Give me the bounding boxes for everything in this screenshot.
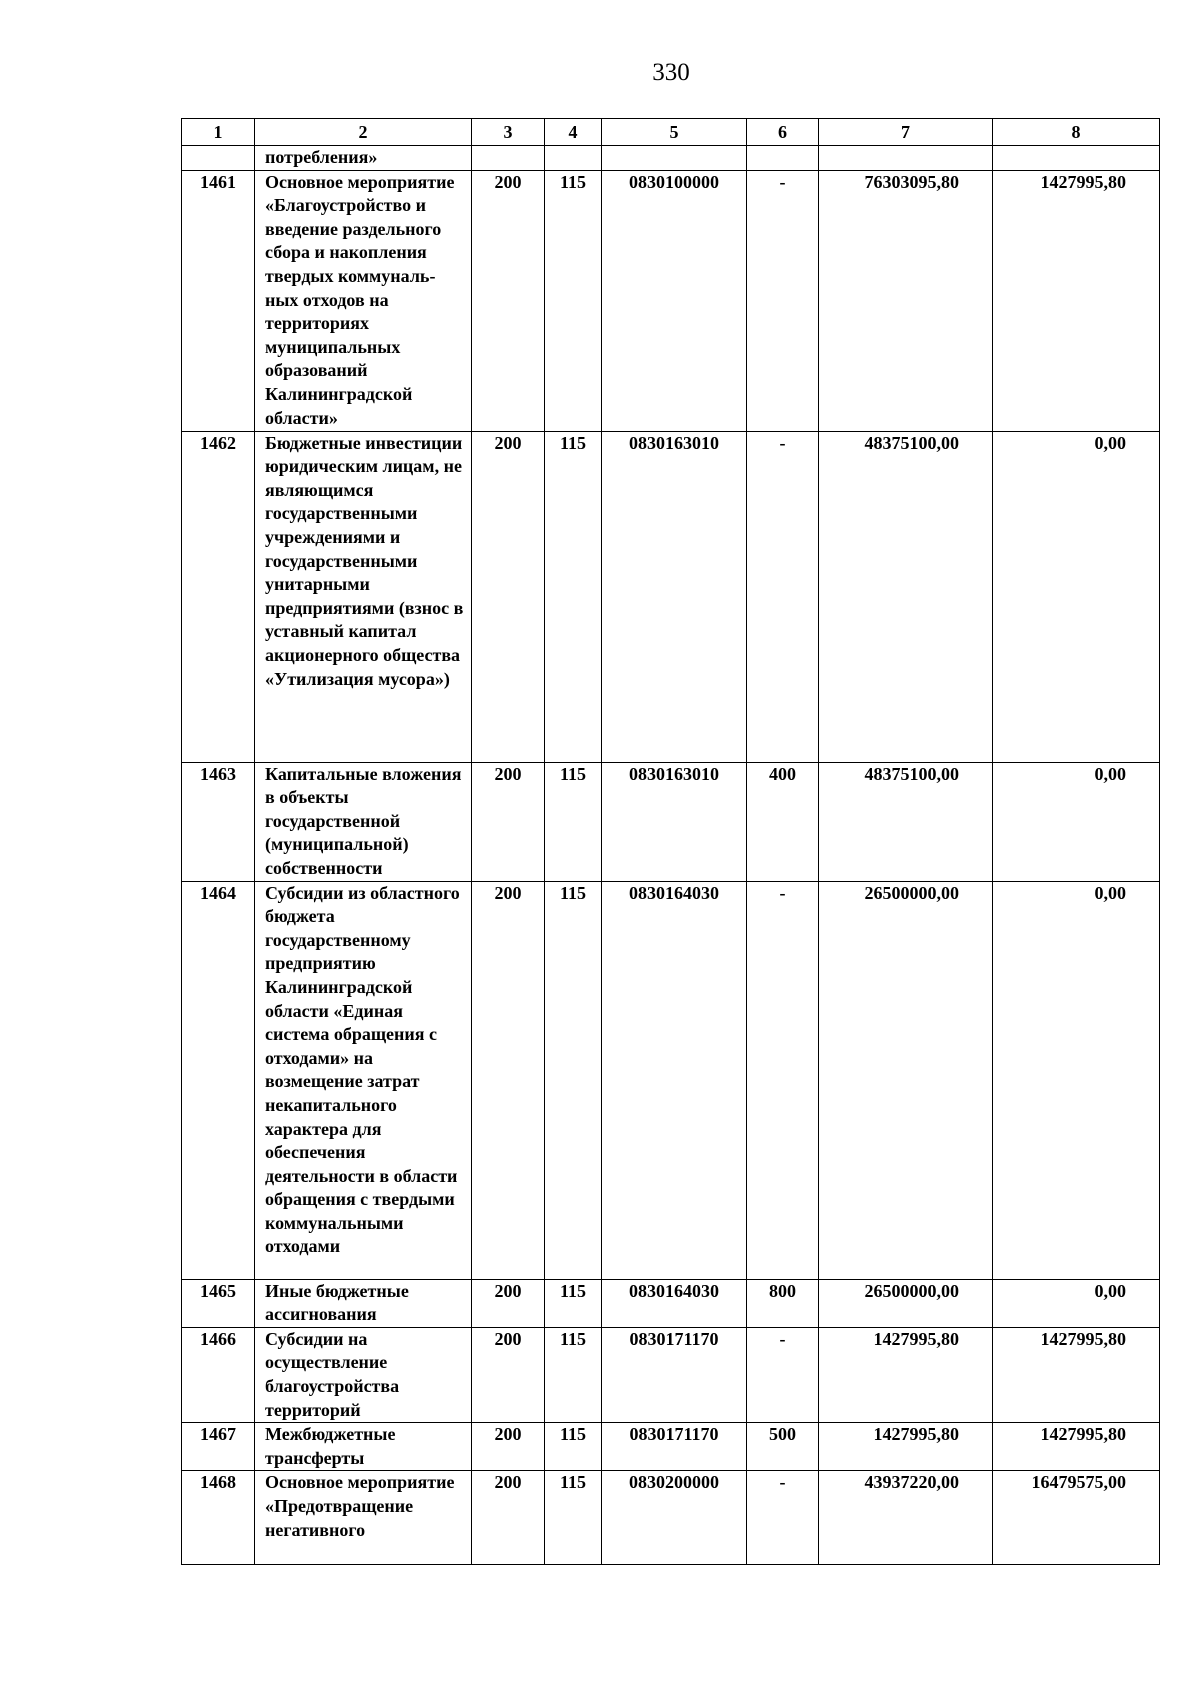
ministry-code: 200 [472, 170, 545, 431]
section-code: 115 [545, 762, 602, 881]
table-row [182, 170, 1160, 431]
column-number: 7 [819, 119, 993, 146]
row-number: 1465 [182, 1279, 255, 1327]
expense-type: - [747, 170, 819, 431]
column-number: 2 [255, 119, 472, 146]
table-row [182, 1423, 1160, 1471]
section-code: 115 [545, 431, 602, 762]
ministry-code: 200 [472, 431, 545, 762]
continuation-row [182, 146, 1160, 171]
empty-cell [747, 146, 819, 171]
amount-second: 0,00 [993, 881, 1160, 1279]
table-row [182, 881, 1160, 1279]
table-row [182, 762, 1160, 881]
table-row [182, 431, 1160, 762]
amount-total: 1427995,80 [819, 1423, 993, 1471]
amount-second: 0,00 [993, 762, 1160, 881]
row-name: Субсидии из областного бюджета государственному предприятию Калининградской области «Единая система обращения с отходами» на возмещение затрат некапитального характера для обеспечения деятельности в области обращения с твердыми коммунальными отходами [255, 881, 472, 1279]
target-code: 0830100000 [602, 170, 747, 431]
empty-cell [819, 146, 993, 171]
row-name: Основное мероприятие «Благоустройство и введение раздельного сбора и накопления твердых коммуналь-ных отходов на территориях муниципальных образований Калининградской области» [255, 170, 472, 431]
expense-type: 500 [747, 1423, 819, 1471]
row-name: Капитальные вложения в объекты государственной (муниципальной) собственности [255, 762, 472, 881]
target-code: 0830163010 [602, 431, 747, 762]
row-number: 1463 [182, 762, 255, 881]
ministry-code: 200 [472, 881, 545, 1279]
table-row [182, 1279, 1160, 1327]
expense-type: - [747, 881, 819, 1279]
column-number: 8 [993, 119, 1160, 146]
column-number: 4 [545, 119, 602, 146]
target-code: 0830164030 [602, 1279, 747, 1327]
target-code: 0830171170 [602, 1423, 747, 1471]
column-number: 6 [747, 119, 819, 146]
row-number-cell [182, 146, 255, 171]
ministry-code: 200 [472, 762, 545, 881]
section-code: 115 [545, 1279, 602, 1327]
row-number: 1468 [182, 1471, 255, 1565]
budget-table [181, 118, 1160, 1565]
target-code: 0830164030 [602, 881, 747, 1279]
expense-type: - [747, 431, 819, 762]
row-number: 1464 [182, 881, 255, 1279]
row-name: Межбюджетные трансферты [255, 1423, 472, 1471]
expense-type: - [747, 1471, 819, 1565]
expense-type: - [747, 1327, 819, 1422]
ministry-code: 200 [472, 1327, 545, 1422]
empty-cell [993, 146, 1160, 171]
amount-total: 1427995,80 [819, 1327, 993, 1422]
column-number-row [182, 119, 1160, 146]
amount-second: 1427995,80 [993, 1423, 1160, 1471]
amount-second: 16479575,00 [993, 1471, 1160, 1565]
row-name: Иные бюджетные ассигнования [255, 1279, 472, 1327]
row-name: Основное мероприятие «Предотвращение негативного [255, 1471, 472, 1565]
column-number: 3 [472, 119, 545, 146]
target-code: 0830200000 [602, 1471, 747, 1565]
target-code: 0830163010 [602, 762, 747, 881]
row-number: 1466 [182, 1327, 255, 1422]
section-code: 115 [545, 881, 602, 1279]
empty-cell [472, 146, 545, 171]
target-code: 0830171170 [602, 1327, 747, 1422]
row-number: 1462 [182, 431, 255, 762]
column-number: 5 [602, 119, 747, 146]
section-code: 115 [545, 1423, 602, 1471]
amount-total: 43937220,00 [819, 1471, 993, 1565]
amount-second: 0,00 [993, 431, 1160, 762]
amount-total: 48375100,00 [819, 762, 993, 881]
amount-total: 26500000,00 [819, 881, 993, 1279]
amount-total: 48375100,00 [819, 431, 993, 762]
row-name: Бюджетные инвестиции юридическим лицам, не являющимся государственными учреждениями и государственными унитарными предприятиями (взнос в уставный капитал акционерного общества «Утилизация мусора») [255, 431, 472, 762]
continuation-text: потребления» [255, 146, 472, 171]
amount-total: 26500000,00 [819, 1279, 993, 1327]
amount-second: 1427995,80 [993, 1327, 1160, 1422]
row-number: 1461 [182, 170, 255, 431]
expense-type: 400 [747, 762, 819, 881]
ministry-code: 200 [472, 1471, 545, 1565]
row-name: Субсидии на осуществление благоустройства территорий [255, 1327, 472, 1422]
ministry-code: 200 [472, 1279, 545, 1327]
ministry-code: 200 [472, 1423, 545, 1471]
table-row [182, 1327, 1160, 1422]
empty-cell [545, 146, 602, 171]
amount-total: 76303095,80 [819, 170, 993, 431]
expense-type: 800 [747, 1279, 819, 1327]
section-code: 115 [545, 170, 602, 431]
page-number: 330 [652, 59, 690, 86]
amount-second: 1427995,80 [993, 170, 1160, 431]
section-code: 115 [545, 1471, 602, 1565]
row-number: 1467 [182, 1423, 255, 1471]
amount-second: 0,00 [993, 1279, 1160, 1327]
column-number: 1 [182, 119, 255, 146]
table-row [182, 1471, 1160, 1565]
empty-cell [602, 146, 747, 171]
section-code: 115 [545, 1327, 602, 1422]
